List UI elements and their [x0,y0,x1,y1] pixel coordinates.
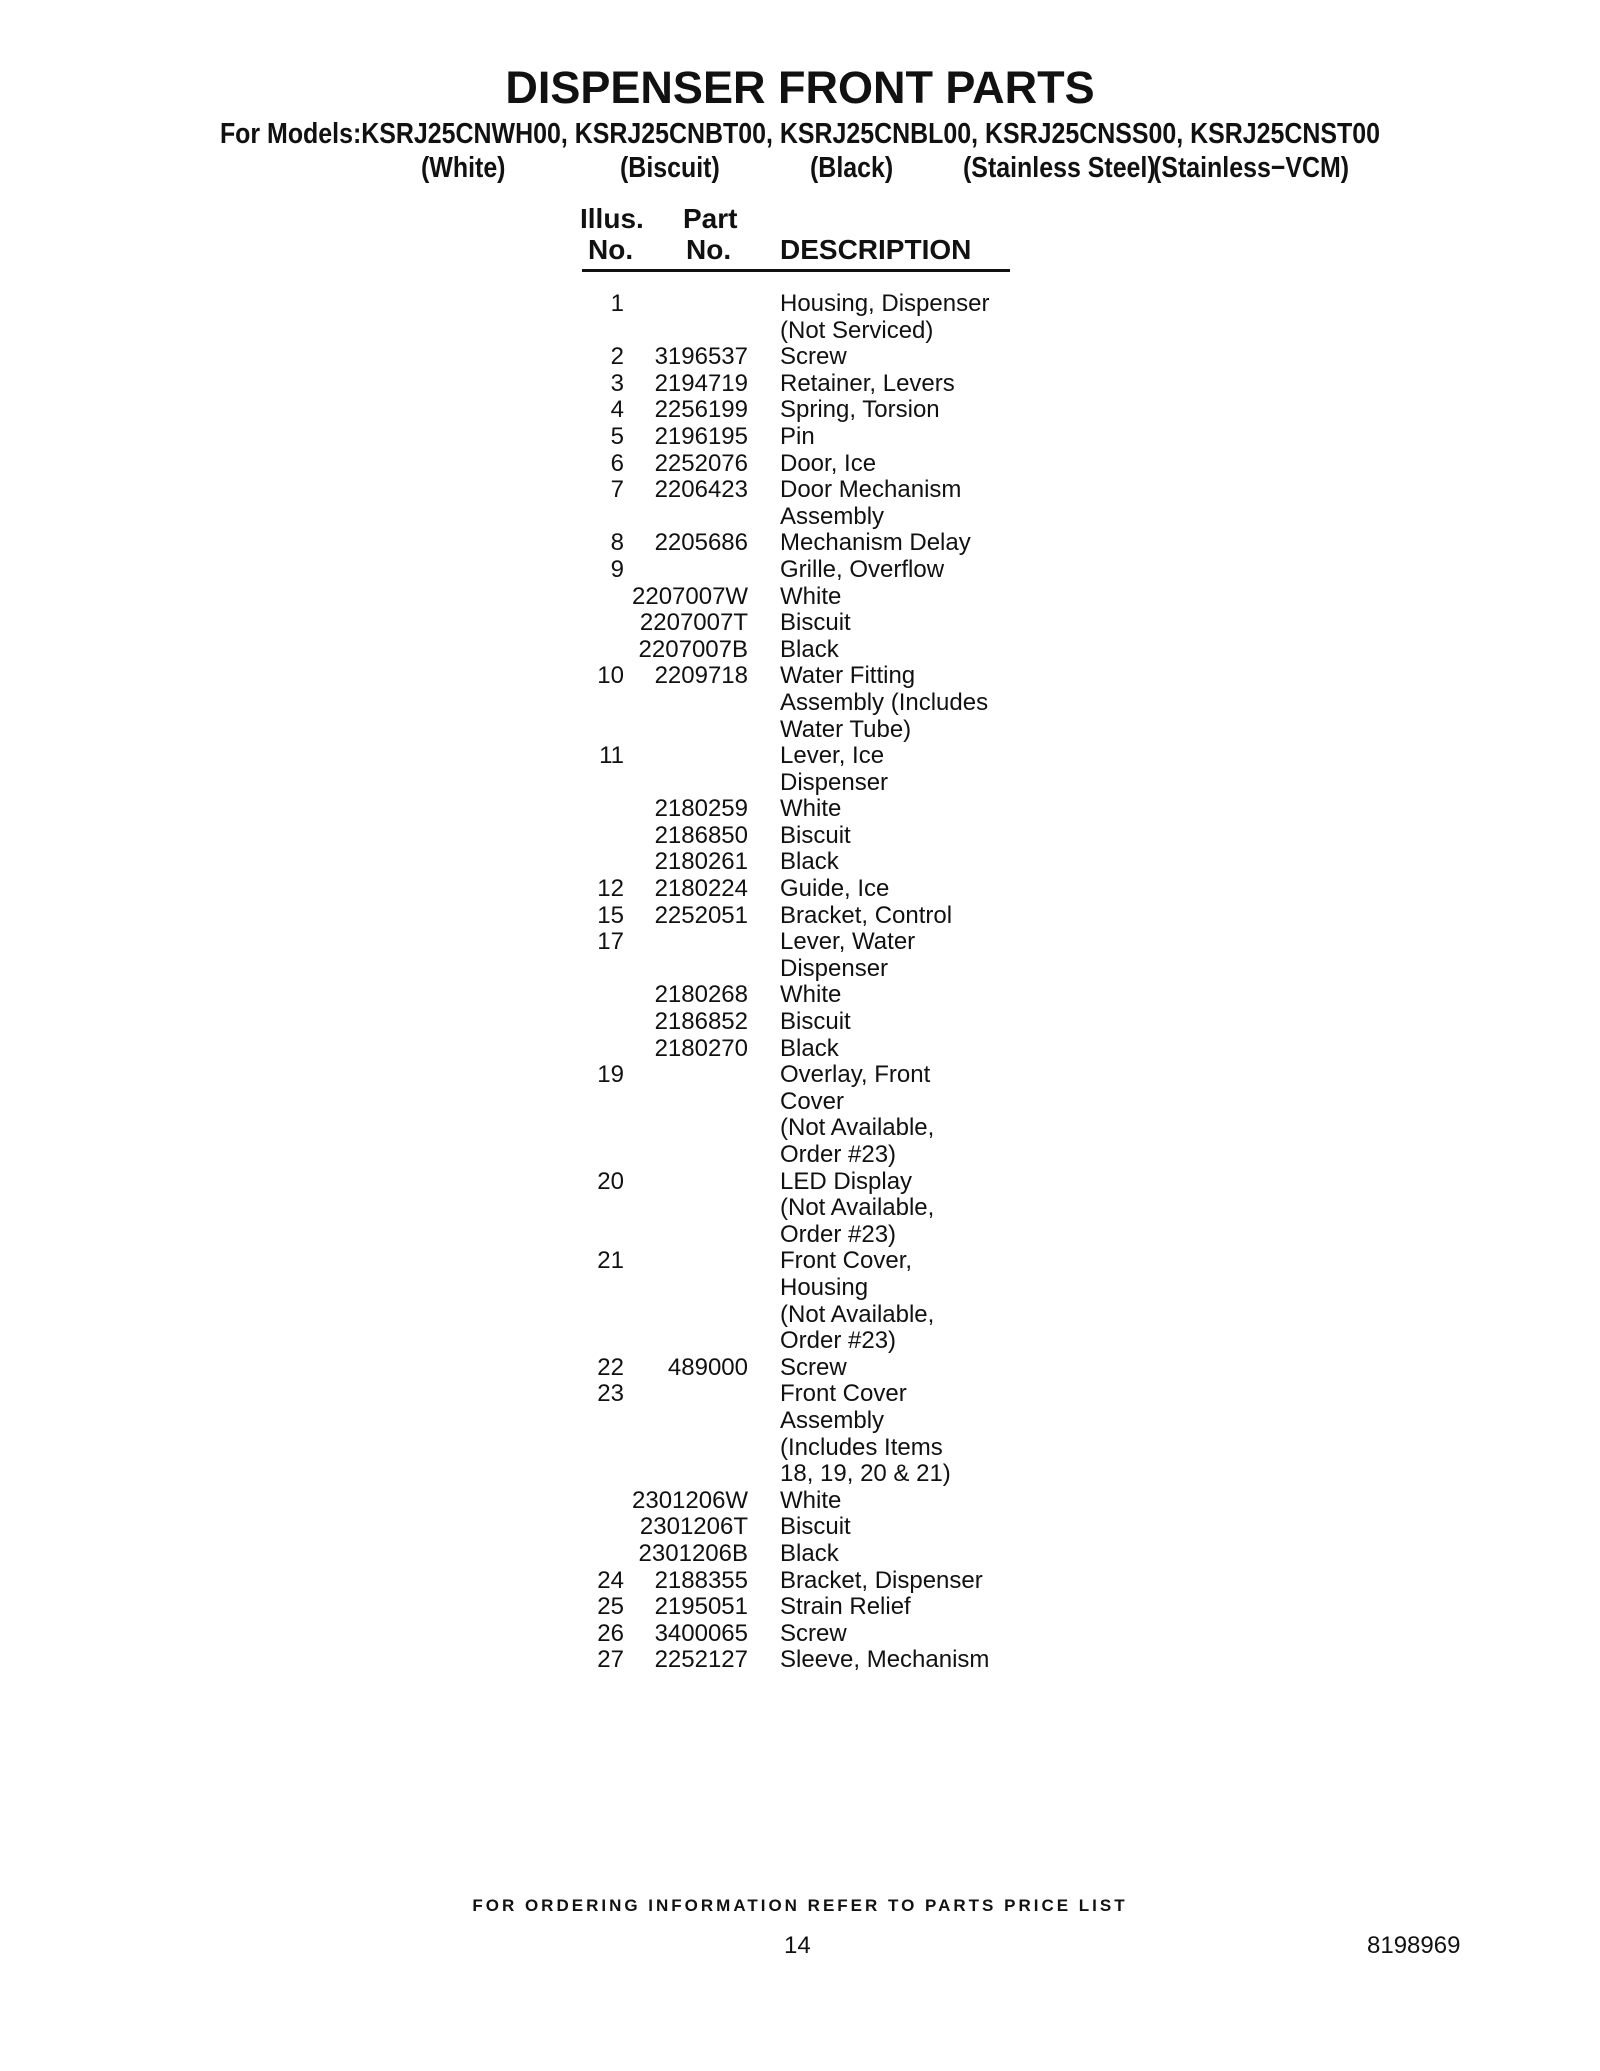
table-row [582,397,1102,424]
part-description: Grille, Overflow [780,555,945,583]
page-title: DISPENSER FRONT PARTS [505,62,1095,113]
part-number: 2252051 [654,901,748,929]
table-row [582,530,1102,557]
table-row [582,424,1102,451]
part-description: (Not Available, [780,1114,935,1142]
part-description: Biscuit [780,609,851,637]
part-description: Water Tube) [780,715,912,743]
illus-number: 4 [610,396,624,424]
table-row [582,876,1102,903]
part-description: Black [780,1539,839,1567]
col-description-header: DESCRIPTION [780,234,972,265]
table-row [582,690,1102,717]
illus-number: 23 [597,1380,624,1408]
illus-number: 2 [610,343,624,371]
table-row [582,1302,1102,1329]
part-description: Screw [780,1619,847,1647]
part-description: Biscuit [780,1513,851,1541]
color-stainless-vcm: (Stainless−VCM) [1153,152,1350,184]
table-row [582,1009,1102,1036]
model-colors [0,152,1600,186]
part-description: Biscuit [780,1008,851,1036]
table-row [582,1514,1102,1541]
part-description: Housing, Dispenser [780,290,990,317]
table-row [582,371,1102,398]
part-description: (Not Available, [780,1194,935,1222]
part-description: Order #23) [780,1327,897,1355]
table-row [582,637,1102,664]
color-white: (White) [421,152,506,184]
illus-number: 19 [597,1061,624,1089]
table-row [582,610,1102,637]
part-number: 2301206W [632,1486,749,1514]
col-part-header-line1: Part [683,203,738,234]
illus-number: 15 [597,901,624,929]
part-number: 3196537 [654,343,748,371]
table-row [582,717,1102,744]
table-row [582,1381,1102,1408]
part-description: (Not Available, [780,1300,935,1328]
part-description: Lever, Ice [780,742,885,770]
part-number: 2209718 [654,662,748,690]
table-row [582,557,1102,584]
part-number: 2186852 [654,1008,748,1036]
part-description: Pin [780,422,815,450]
part-description: Lever, Water [780,928,916,956]
part-description: Front Cover [780,1380,907,1408]
table-row [582,344,1102,371]
illus-number: 8 [610,529,624,557]
part-description: Guide, Ice [780,875,890,903]
part-number: 2252076 [654,449,748,477]
part-description: Black [780,635,839,663]
part-number: 2180268 [654,981,748,1009]
part-description: Door, Ice [780,449,877,477]
part-number: 2207007B [638,635,748,663]
part-description: White [780,981,842,1009]
table-row [582,929,1102,956]
color-biscuit: (Biscuit) [620,152,720,184]
part-description: Screw [780,343,847,371]
part-description: Retainer, Levers [780,369,955,397]
illus-number: 12 [597,875,624,903]
table-row [582,1115,1102,1142]
part-number: 2194719 [654,369,748,397]
illus-number: 27 [597,1646,624,1674]
parts-table [582,291,1102,1674]
table-row [582,1594,1102,1621]
illus-number: 17 [597,928,624,956]
part-number: 2301206B [638,1539,748,1567]
model-list: For Models:KSRJ25CNWH00, KSRJ25CNBT00, KSRJ25CNBL00, KSRJ25CNSS00, KSRJ25CNST00 [219,118,1381,150]
illus-number: 9 [610,555,624,583]
table-row [582,1248,1102,1275]
part-description: Assembly [780,1406,885,1434]
table-row [582,796,1102,823]
table-row [582,823,1102,850]
part-number: 2195051 [654,1593,748,1621]
part-number: 2207007W [632,582,749,610]
table-row [582,743,1102,770]
part-description: Order #23) [780,1141,897,1168]
col-illus-header-line2: No. [588,234,634,265]
part-number: 2205686 [654,529,748,557]
table-row [582,1222,1102,1249]
part-description: Order #23) [780,1220,897,1248]
table-row [582,1062,1102,1089]
part-description: Bracket, Dispenser [780,1566,983,1594]
illus-number: 1 [610,290,624,317]
part-description: Sleeve, Mechanism [780,1646,990,1674]
table-row [582,1621,1102,1648]
part-description: Water Fitting [780,662,916,690]
table-row [582,1195,1102,1222]
table-row [582,1461,1102,1488]
part-description: LED Display [780,1167,913,1195]
part-description: Black [780,848,839,876]
part-description: Cover [780,1087,845,1115]
illus-number: 24 [597,1566,624,1594]
table-row [582,477,1102,504]
table-row [582,1089,1102,1116]
table-row [582,1142,1102,1169]
part-description: 18, 19, 20 & 21) [780,1460,951,1488]
illus-number: 5 [610,422,624,450]
part-number: 2188355 [654,1566,748,1594]
table-row [582,1647,1102,1674]
illus-number: 11 [599,742,624,770]
table-row [582,663,1102,690]
illus-number: 10 [597,662,624,690]
part-number: 2180270 [654,1034,748,1062]
illus-number: 22 [597,1353,624,1381]
part-number: 2196195 [654,422,748,450]
col-illus-header-line1: Illus. [580,203,644,234]
part-description: Front Cover, [780,1247,913,1275]
illus-number: 20 [597,1167,624,1195]
part-description: Housing [780,1273,869,1301]
table-row [582,318,1102,345]
part-number: 2180259 [654,795,748,823]
table-row [582,770,1102,797]
table-row [582,1541,1102,1568]
part-number: 2256199 [654,396,748,424]
part-description: Dispenser [780,768,889,796]
part-description: Assembly (Includes [780,688,989,716]
table-row [582,291,1102,318]
part-description: Black [780,1034,839,1062]
part-description: Assembly [780,502,885,530]
illus-number: 25 [597,1593,624,1621]
table-row [582,903,1102,930]
part-number: 2180261 [654,848,748,876]
illus-number: 3 [610,369,624,397]
table-row [582,982,1102,1009]
part-number: 2301206T [639,1513,748,1541]
part-number: 2186850 [654,821,748,849]
col-part-header-line2: No. [686,234,732,265]
part-description: Screw [780,1353,847,1381]
part-number: 489000 [667,1353,748,1381]
illus-number: 7 [610,476,624,504]
part-number: 2206423 [654,476,748,504]
table-row [582,1169,1102,1196]
part-number: 2207007T [639,609,748,637]
color-black: (Black) [810,152,894,184]
part-description: White [780,1486,842,1514]
part-description: Strain Relief [780,1593,911,1621]
table-row [582,956,1102,983]
table-row [582,849,1102,876]
page-number: 14 [784,1932,811,1959]
ordering-note: FOR ORDERING INFORMATION REFER TO PARTS PRICE LIST [472,1896,1128,1915]
document-number: 8198969 [1367,1932,1461,1959]
table-row [582,1435,1102,1462]
illus-number: 6 [610,449,624,477]
table-row [582,1036,1102,1063]
part-description: White [780,795,842,823]
part-number: 3400065 [654,1619,748,1647]
header-rule [582,269,1010,272]
illus-number: 21 [597,1247,624,1275]
table-row [582,1488,1102,1515]
table-row [582,504,1102,531]
part-description: Dispenser [780,954,889,982]
table-row [582,1328,1102,1355]
table-row [582,1355,1102,1382]
part-description: (Includes Items [780,1433,943,1461]
part-number: 2180224 [654,875,748,903]
table-row [582,1275,1102,1302]
part-description: (Not Serviced) [780,316,934,344]
part-description: White [780,582,842,610]
part-description: Overlay, Front [780,1061,931,1089]
part-description: Bracket, Control [780,901,953,929]
part-number: 2252127 [654,1646,748,1674]
part-description: Mechanism Delay [780,529,971,557]
table-row [582,451,1102,478]
table-row [582,584,1102,611]
part-description: Door Mechanism [780,476,962,504]
illus-number: 26 [597,1619,624,1647]
part-description: Spring, Torsion [780,396,940,424]
table-row [582,1568,1102,1595]
part-description: Biscuit [780,821,851,849]
color-stainless-steel: (Stainless Steel) [963,152,1156,184]
table-row [582,1408,1102,1435]
